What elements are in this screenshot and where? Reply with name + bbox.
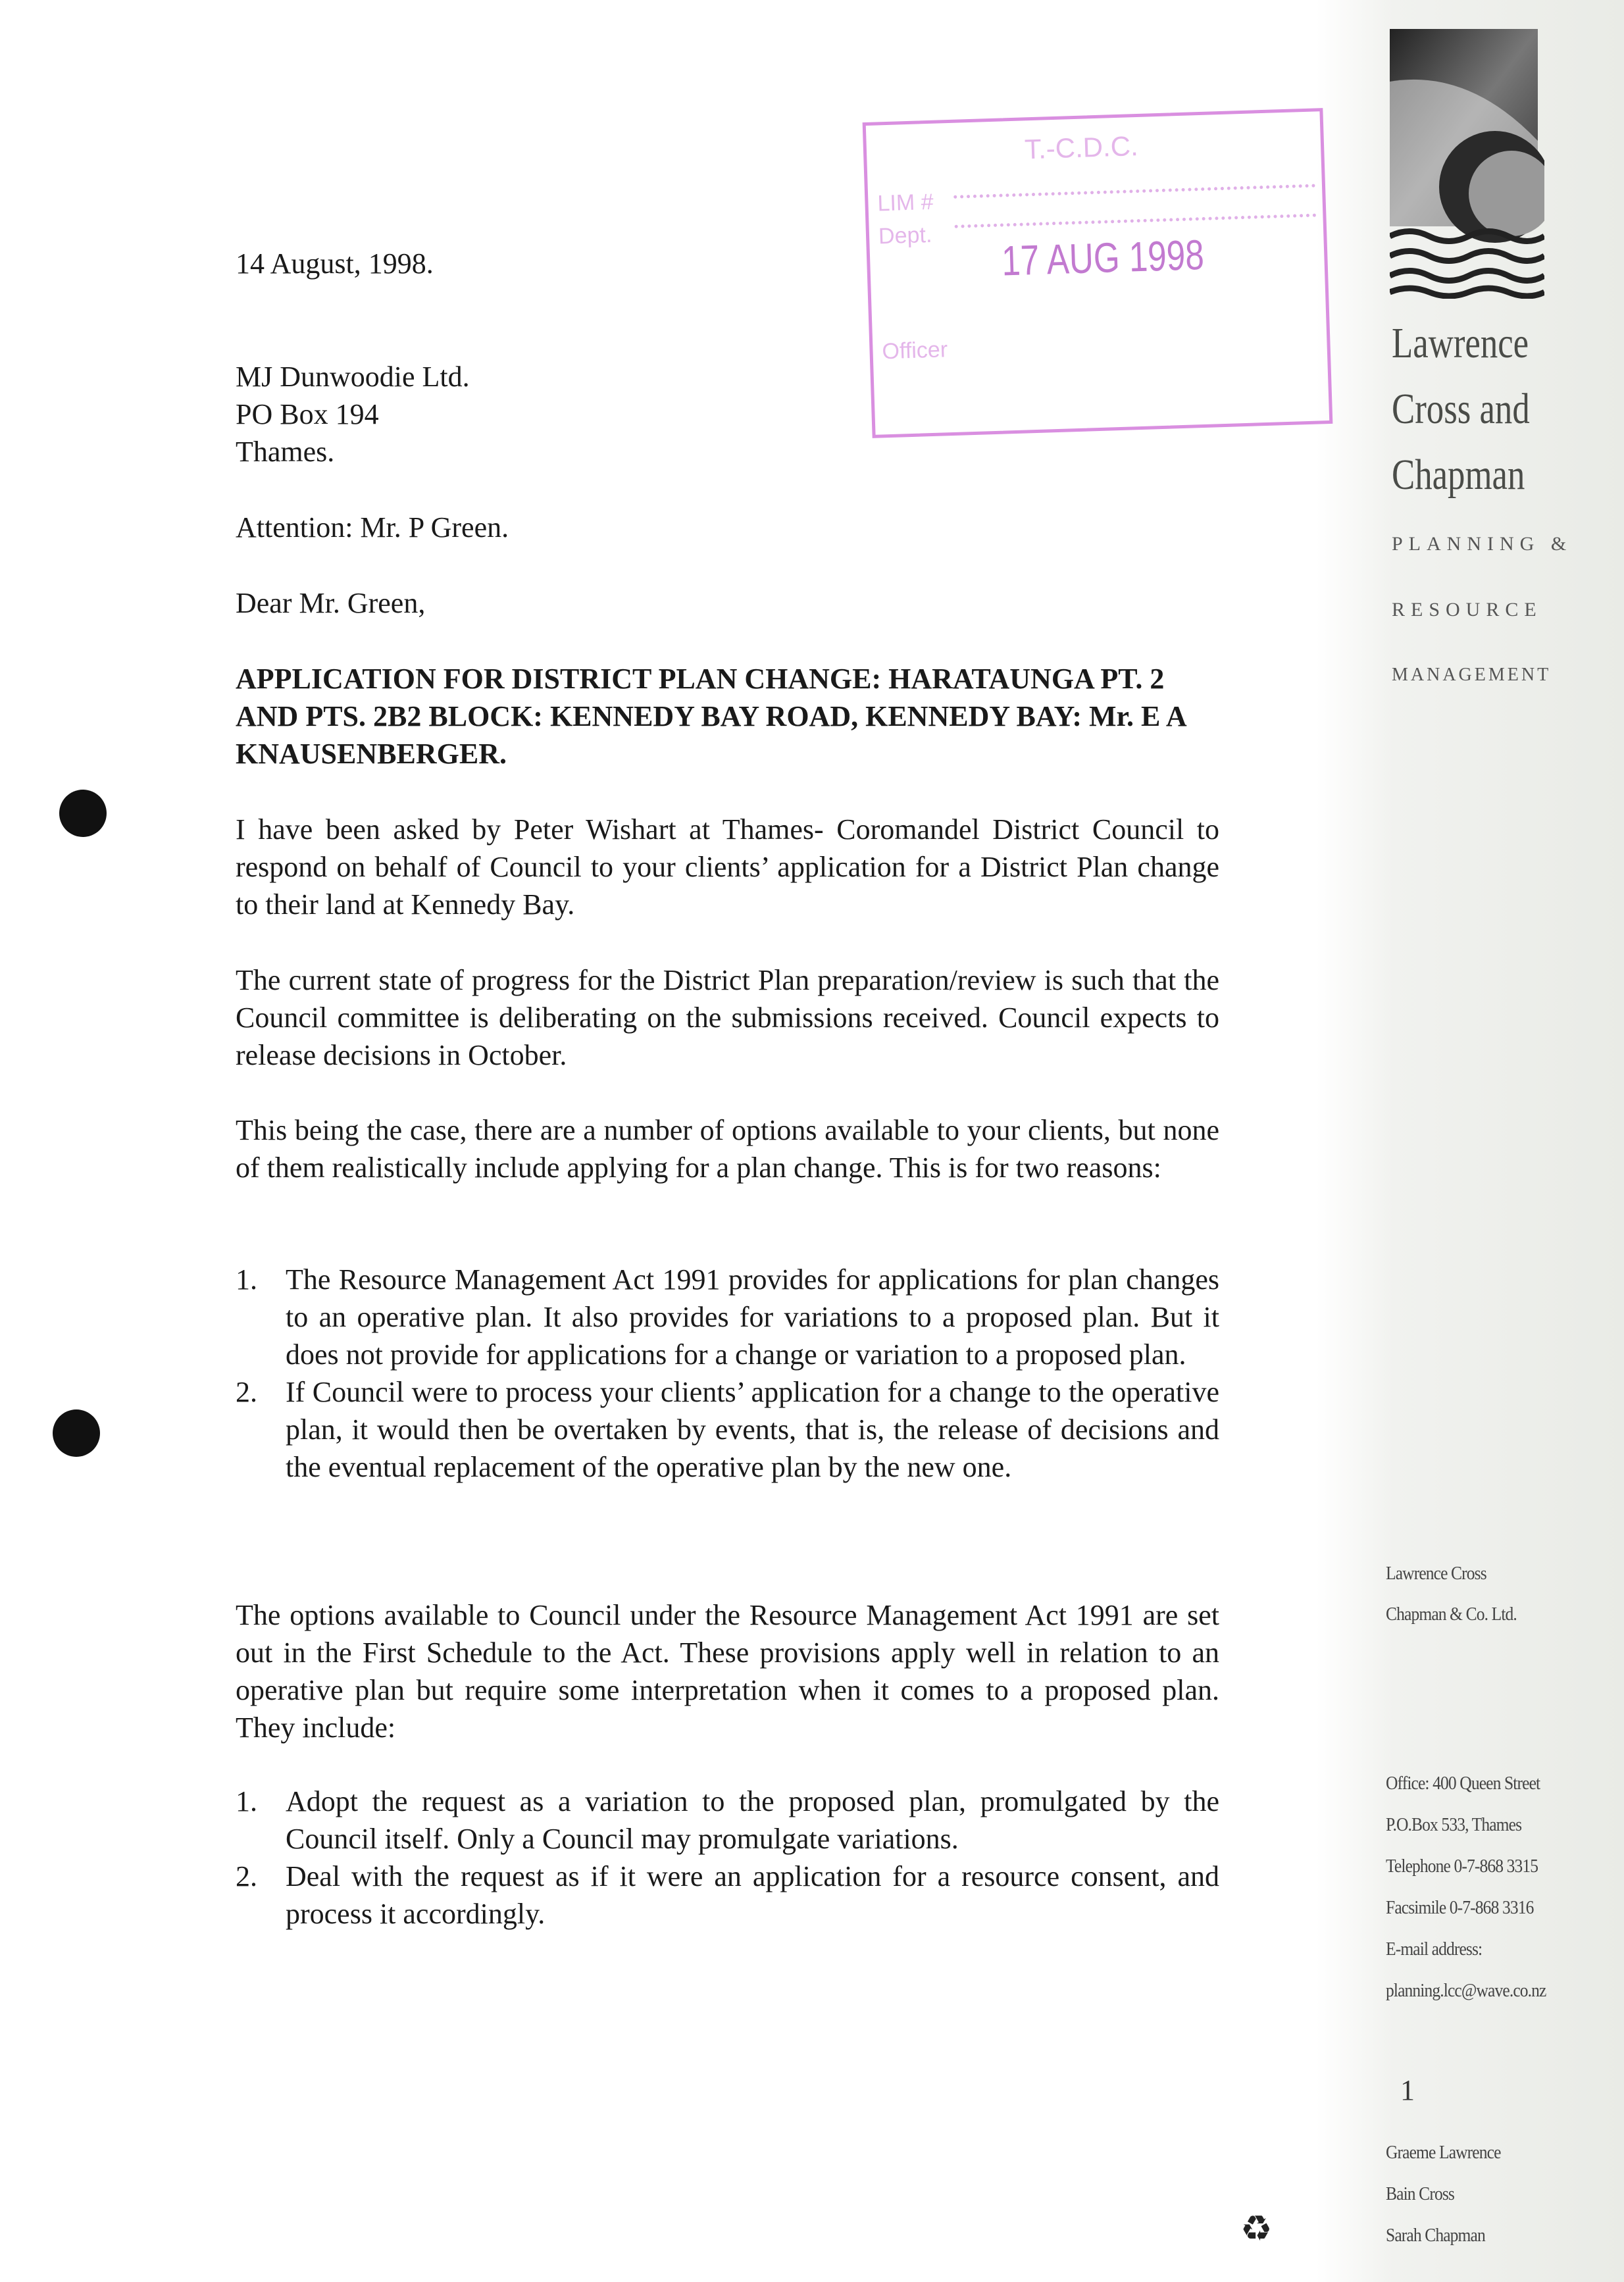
recipient-name: MJ Dunwoodie Ltd. [236, 361, 470, 393]
recipient-city: Thames. [236, 436, 335, 468]
partner-name: Bain Cross [1386, 2183, 1454, 2204]
subject-heading: APPLICATION FOR DISTRICT PLAN CHANGE: HARATAUNGA PT. 2 AND PTS. 2B2 BLOCK: KENNEDY BAY ROAD, KENNEDY BAY: Mr. E A KNAUSENBERGER. [236, 663, 1186, 770]
partner-name: Graeme Lawrence [1386, 2142, 1501, 2163]
facsimile: Facsimile 0-7-868 3316 [1386, 1897, 1534, 1918]
punch-hole [59, 790, 107, 837]
list-item: 2. Deal with the request as if it were an application for a resource consent, and process it accordingly. [236, 1860, 1219, 1930]
stamp-field-lim: LIM # [876, 189, 934, 216]
punch-hole [53, 1409, 100, 1457]
letterhead-name-2: Cross and [1392, 385, 1530, 433]
reasons-list [236, 1261, 1219, 1486]
paragraph: This being the case, there are a number of options available to your clients, but none of them realistically include applying for a plan change. This is for two reasons: [236, 1114, 1219, 1184]
options-list [236, 1783, 1219, 1933]
list-item: 2. If Council were to process your clients’ application for a change to the operative plan, it would then be overtaken by events, that is, the release of decisions and the eventual replacement of the operative plan by the new one. [236, 1376, 1219, 1483]
paragraph: The options available to Council under the Resource Management Act 1991 are set out in the First Schedule to the Act. These provisions apply well in relation to an operative plan but require some interpretation when it comes to a proposed plan. They include: [236, 1599, 1219, 1744]
stamp-title: T.-C.D.C. [1024, 130, 1139, 165]
stamp-field-officer: Officer [881, 337, 948, 365]
company-name-2: Chapman & Co. Ltd. [1386, 1604, 1517, 1625]
attention-line: Attention: Mr. P Green. [236, 511, 509, 544]
letterhead-tagline-3: MANAGEMENT [1392, 665, 1552, 685]
letterhead-name-1: Lawrence [1392, 319, 1529, 367]
letterhead-name-3: Chapman [1392, 451, 1525, 499]
recycle-icon: ♻ [1240, 2208, 1273, 2249]
letter-date: 14 August, 1998. [236, 247, 434, 280]
list-item: 1. Adopt the request as a variation to the proposed plan, promulgated by the Council itself. Only a Council may promulgate variations. [236, 1785, 1219, 1855]
office-address: Office: 400 Queen Street [1386, 1773, 1540, 1794]
list-item: 1. The Resource Management Act 1991 provides for applications for plan changes to an operative plan. It also provides for variations to a proposed plan. But it does not provide for applications for a change or variation to a proposed plan. [236, 1263, 1219, 1371]
paragraph: I have been asked by Peter Wishart at Thames- Coromandel District Council to respond on behalf of Council to your clients’ application for a District Plan change to their land at Kennedy Bay. [236, 813, 1219, 921]
received-stamp [863, 108, 1333, 438]
recipient-pobox: PO Box 194 [236, 398, 379, 430]
telephone: Telephone 0-7-868 3315 [1386, 1856, 1538, 1877]
email-label: E-mail address: [1386, 1939, 1483, 1960]
company-logo-icon [1390, 29, 1544, 299]
po-box: P.O.Box 533, Thames [1386, 1814, 1522, 1835]
partner-name: Sarah Chapman [1386, 2225, 1485, 2246]
letterhead-tagline-2: RESOURCE [1392, 599, 1542, 621]
page-number: 1 [1400, 2074, 1415, 2106]
company-name-1: Lawrence Cross [1386, 1563, 1486, 1584]
paragraph: The current state of progress for the District Plan preparation/review is such that the Council committee is deliberating on the submissions received. Council expects to release decisions in October. [236, 964, 1219, 1071]
salutation: Dear Mr. Green, [236, 587, 426, 619]
letterhead-tagline-1: PLANNING & [1392, 533, 1573, 555]
stamp-field-dept: Dept. [878, 222, 932, 249]
stamp-date: 17 AUG 1998 [1001, 230, 1205, 285]
email-address: planning.lcc@wave.co.nz [1386, 1980, 1546, 2001]
